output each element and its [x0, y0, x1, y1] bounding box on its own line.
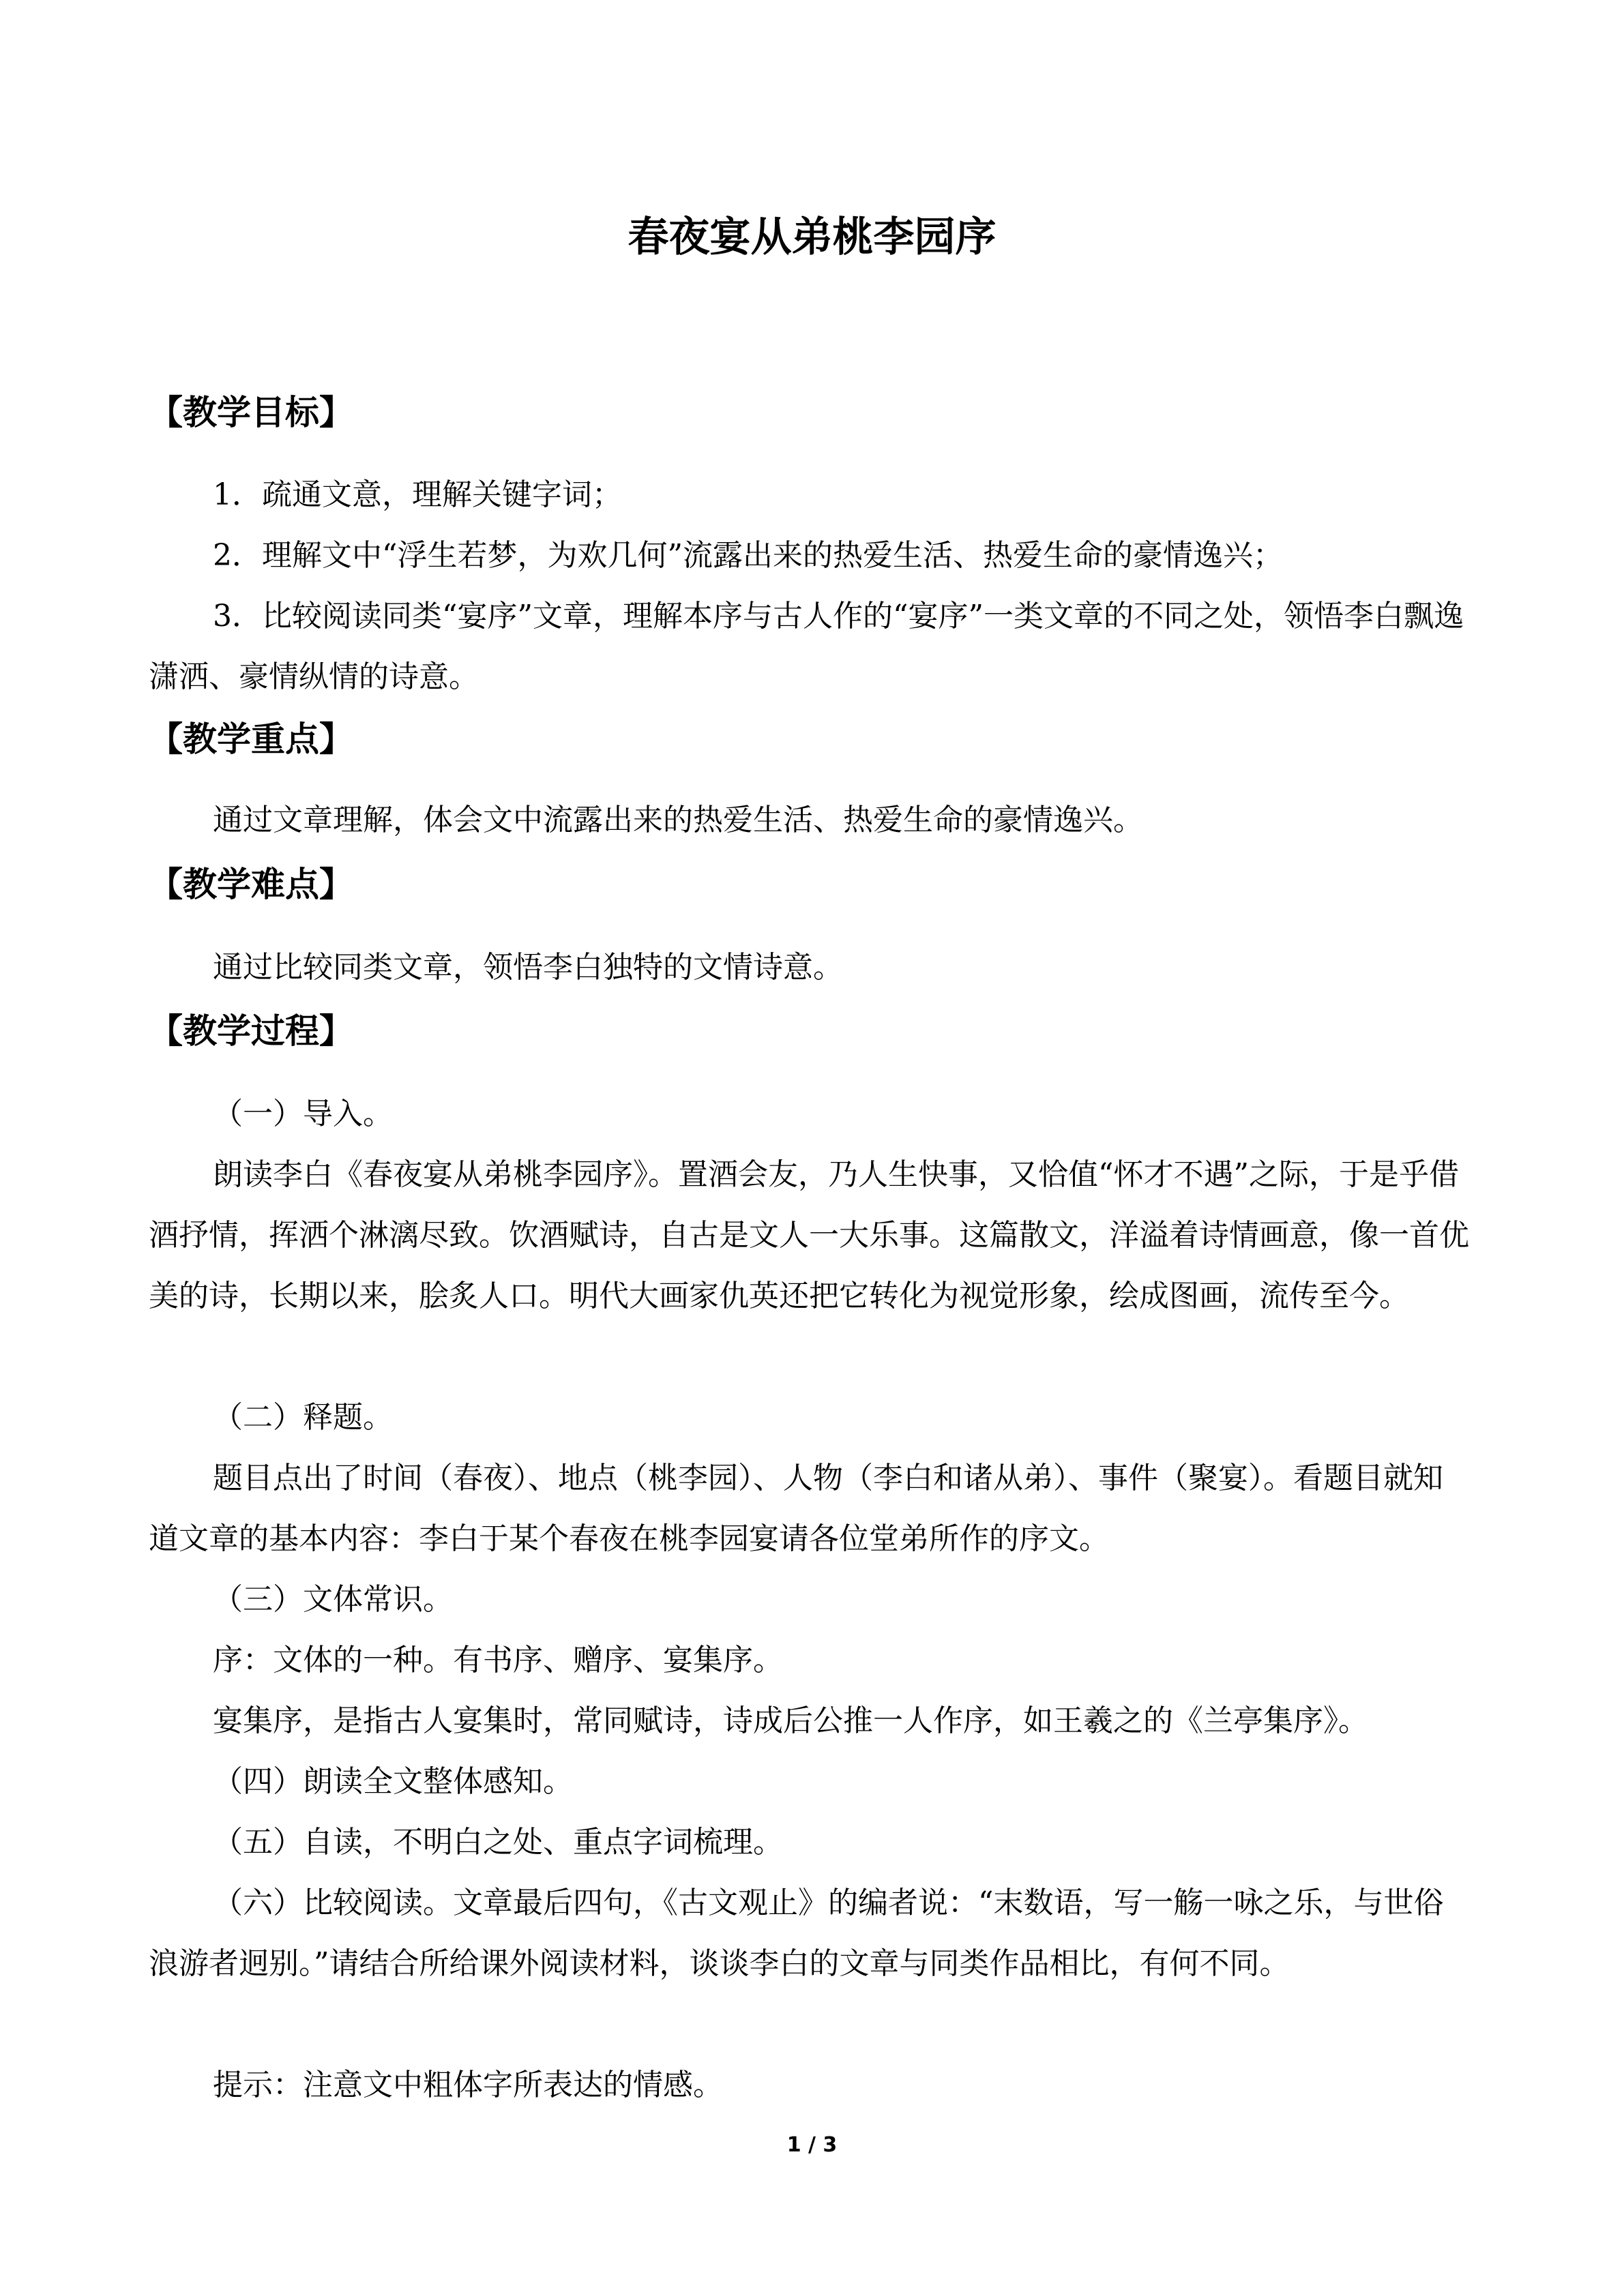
process-paragraph: （六）比较阅读。文章最后四句，《古文观止》的编者说：“末数语，写一觞一咏之乐，与世俗浪游者迥别。”请结合所给课外阅读材料，谈谈李白的文章与同类作品相比，有何不同。: [149, 1885, 1444, 1981]
heading-keypoints: 【教学重点】: [149, 719, 353, 759]
process-paragraph: （一）导入。: [213, 1097, 393, 1131]
process-paragraph: 提示：注意文中粗体字所表达的情感。: [213, 2068, 723, 2102]
keypoints-text: 通过文章理解，体会文中流露出来的热爱生活、热爱生命的豪情逸兴。: [213, 803, 1143, 837]
objective-item-3: 3．比较阅读同类“宴序”文章，理解本序与古人作的“宴序”一类文章的不同之处，领悟李白飘逸潇洒、豪情纵情的诗意。: [149, 599, 1464, 694]
heading-difficulties: 【教学难点】: [149, 865, 353, 904]
objective-item-2: 2．理解文中“浮生若梦，为欢几何”流露出来的热爱生活、热爱生命的豪情逸兴；: [213, 538, 1283, 573]
process-paragraph: 题目点出了时间（春夜）、地点（桃李园）、人物（李白和诸从弟）、事件（聚宴）。看题目就知道文章的基本内容：李白于某个春夜在桃李园宴请各位堂弟所作的序文。: [149, 1461, 1443, 1556]
process-paragraph: 序：文体的一种。有书序、赠序、宴集序。: [213, 1643, 783, 1678]
process-paragraph: 朗读李白《春夜宴从弟桃李园序》。置酒会友，乃人生快事，又恰值“怀才不遇”之际，于是乎借酒抒情，挥洒个淋漓尽致。饮酒赋诗，自古是文人一大乐事。这篇散文，洋溢着诗情画意，像一首优美的诗，长期以来，脍炙人口。明代大画家仇英还把它转化为视觉形象，绘成图画，流传至今。: [149, 1157, 1469, 1313]
process-paragraph: （二）释题。: [213, 1400, 393, 1435]
process-paragraph: 宴集序，是指古人宴集时，常同赋诗，诗成后公推一人作序，如王羲之的《兰亭集序》。: [213, 1703, 1368, 1738]
process-paragraph: （三）文体常识。: [213, 1582, 453, 1617]
page-number: 1 / 3: [786, 2133, 838, 2157]
objective-item-1: 1．疏通文意，理解关键字词；: [213, 477, 622, 512]
process-paragraph: （四）朗读全文整体感知。: [213, 1764, 573, 1799]
heading-objectives: 【教学目标】: [149, 393, 353, 432]
page-title: 春夜宴从弟桃李园序: [628, 213, 996, 261]
difficulties-text: 通过比较同类文章，领悟李白独特的文情诗意。: [213, 950, 843, 985]
heading-process: 【教学过程】: [149, 1011, 353, 1051]
process-paragraph: （五）自读，不明白之处、重点字词梳理。: [213, 1825, 783, 1860]
